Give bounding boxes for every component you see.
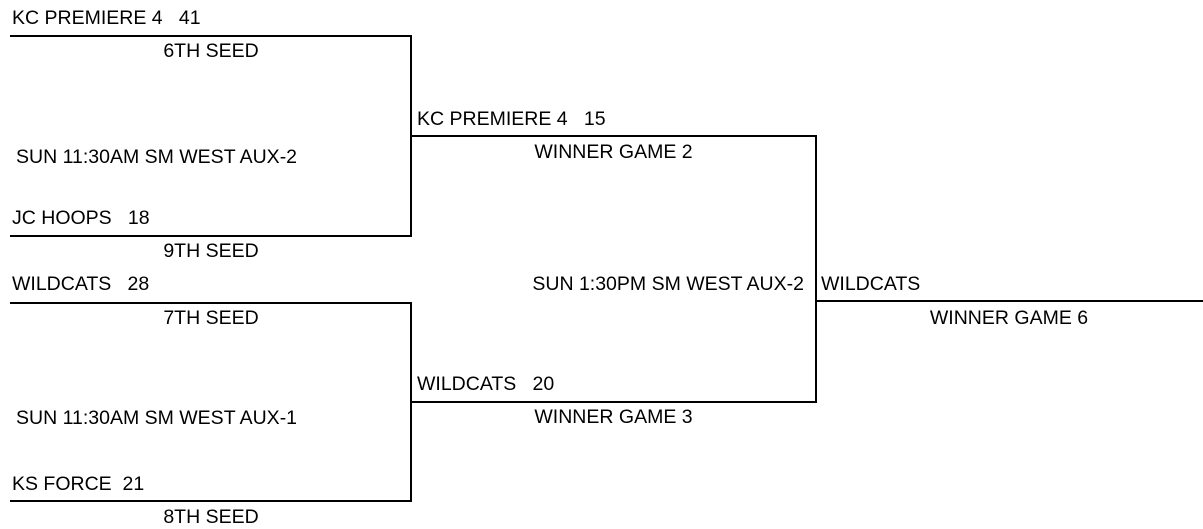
final-label: WINNER GAME 6 (929, 307, 1089, 329)
game-3-info: SUN 11:30AM SM WEST AUX-1 (16, 407, 298, 429)
game-3-bottom-line (10, 500, 412, 502)
game-3-top-team: WILDCATS 28 (12, 273, 150, 295)
game-3-top-line (10, 302, 412, 304)
game-6-connector (815, 135, 817, 403)
game-2-bottom-line (10, 235, 412, 237)
game-6-info: SUN 1:30PM SM WEST AUX-2 (532, 273, 804, 295)
game-6-bottom-label: WINNER GAME 3 (534, 406, 693, 428)
game-2-info: SUN 11:30AM SM WEST AUX-2 (16, 146, 298, 168)
final-line (815, 300, 1203, 302)
game-2-bottom-team: JC HOOPS 18 (12, 207, 150, 229)
final-team: WILDCATS (821, 273, 921, 295)
game-2-top-team: KC PREMIERE 4 41 (12, 7, 201, 29)
game-3-bottom-team: KS FORCE 21 (12, 473, 145, 495)
game-6-top-label: WINNER GAME 2 (534, 141, 693, 163)
game-2-top-line (10, 35, 412, 37)
game-2-top-seed: 6TH SEED (163, 40, 259, 62)
game-6-bottom-line (410, 401, 817, 403)
game-6-bottom-team: WILDCATS 20 (417, 373, 555, 395)
game-6-top-team: KC PREMIERE 4 15 (417, 108, 606, 130)
game-3-top-seed: 7TH SEED (163, 307, 259, 329)
game-3-bottom-seed: 8TH SEED (163, 506, 259, 528)
game-2-bottom-seed: 9TH SEED (163, 240, 259, 262)
game-6-top-line (410, 135, 817, 137)
